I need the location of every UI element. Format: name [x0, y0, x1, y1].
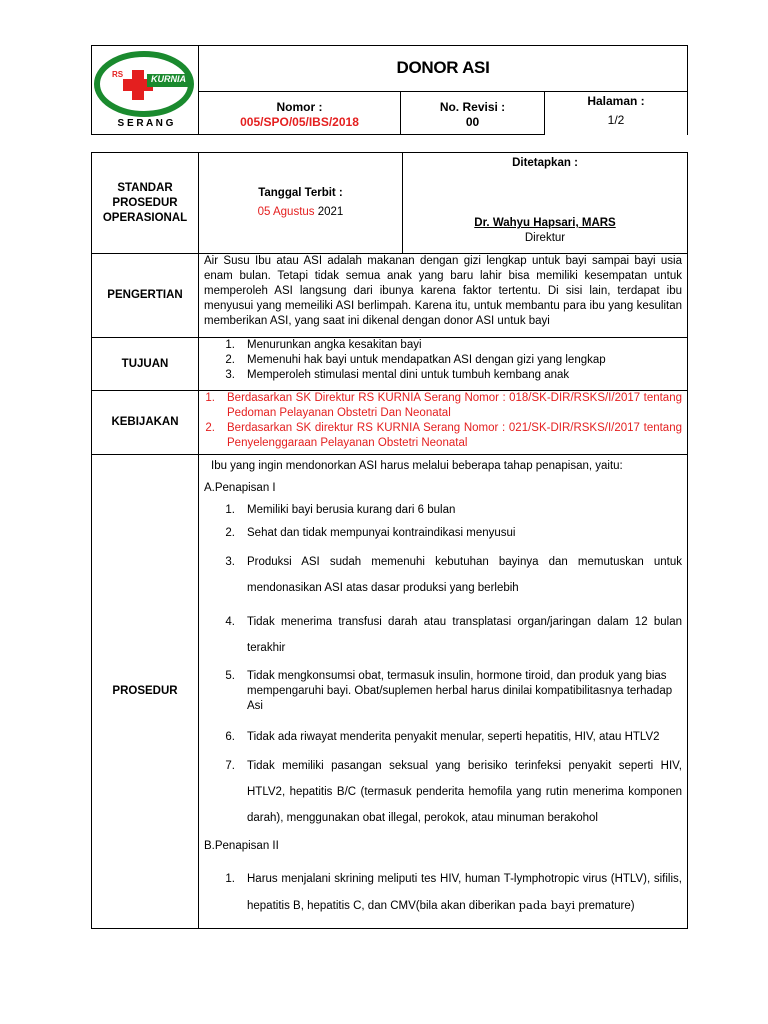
halaman-label: Halaman : — [587, 94, 645, 108]
tujuan-list-cell — [199, 338, 688, 391]
pengertian-label: PENGERTIAN — [92, 254, 199, 338]
list-item: 1. Memiliki bayi berusia kurang dari 6 bulan — [225, 504, 456, 516]
list-item: 1. Berdasarkan SK Direktur RS KURNIA Serang Nomor : 018/SK-DIR/RSKS/I/2017 tentang Pedoman Pelayanan Obstetri Dan Neonatal — [205, 392, 682, 419]
kebijakan-list-cell — [199, 391, 688, 455]
ditetapkan-cell — [403, 153, 688, 254]
header-table — [91, 45, 688, 135]
hospital-logo-cell — [92, 46, 199, 135]
list-item: 2. Memenuhi hak bayi untuk mendapatkan ASI dengan gizi yang lengkap — [225, 354, 606, 366]
pengertian-text: Air Susu Ibu atau ASI adalah makanan dengan gizi lengkap untuk bayi sampai bayi usia enam bulan. Tetapi tidak semua anak yang baru lahir bisa memiliki kesempatan untuk memperoleh ASI langsung dari ibunya karena faktor tertentu. Di sisi lain, terdapat ibu menyusui yang memeiliki ASI berlimpah. Karena itu, untuk membantu para ibu yang kesulitan memberikan ASI, yang saat ini dikenal dengan donor ASI untuk bayi — [199, 254, 688, 338]
halaman-cell — [545, 92, 688, 135]
nomor-cell — [199, 92, 401, 135]
tanggal-terbit-cell — [199, 153, 403, 254]
list-item: 2. Sehat dan tidak mempunyai kontraindikasi menyusui — [225, 527, 516, 539]
list-item: 2. Berdasarkan SK direktur RS KURNIA Serang Nomor : 021/SK-DIR/RSKS/I/2017 tentang Penyelenggaraan Pelayanan Obstetri Neonatal — [205, 422, 682, 449]
logo-kurnia-text: KURNIA — [151, 74, 186, 84]
logo-rs-text: RS — [112, 70, 124, 79]
list-item: 1. Harus menjalani skrining meliputi tes HIV, human T-lymphotropic virus (HTLV), sifilis, hepatitis B, hepatitis C, dan CMV(bila akan diberikan pada bayi premature) — [225, 873, 682, 912]
prosedur-label: PROSEDUR — [92, 455, 199, 929]
prosedur-cell — [199, 455, 688, 929]
sop-label: STANDAR PROSEDUR OPERASIONAL — [92, 153, 199, 254]
sop-table — [91, 152, 688, 929]
tujuan-label: TUJUAN — [92, 338, 199, 391]
section-a-title: A.Penapisan I — [204, 482, 276, 494]
list-item: 3. Produksi ASI sudah memenuhi kebutuhan bayinya dan memutuskan untuk mendonasikan ASI atas dasar produksi yang berlebih — [225, 556, 682, 594]
revisi-cell — [401, 92, 545, 135]
prosedur-intro: Ibu yang ingin mendonorkan ASI harus melalui beberapa tahap penapisan, yaitu: — [211, 460, 623, 472]
logo-city-text: S E R A N G — [117, 118, 174, 129]
nomor-label: Nomor : — [276, 100, 323, 114]
kebijakan-row — [92, 391, 688, 455]
sop-row — [92, 153, 688, 254]
signer-name: Dr. Wahyu Hapsari, MARS — [474, 217, 616, 229]
tanggal-terbit-date: 05 Agustus — [257, 206, 315, 218]
signer-title: Direktur — [524, 232, 566, 244]
nomor-value: 005/SPO/05/IBS/2018 — [240, 115, 359, 129]
list-item: 5. Tidak mengkonsumsi obat, termasuk insulin, hormone tiroid, dan produk yang bias mempengaruhi bayi. Obat/suplemen herbal harus dinilai kompatibilitasnya terhadap Asi — [225, 670, 673, 712]
kebijakan-label: KEBIJAKAN — [92, 391, 199, 455]
section-b-title: B.Penapisan II — [204, 840, 279, 852]
revisi-label: No. Revisi : — [439, 100, 506, 114]
title-cell — [199, 46, 688, 92]
tujuan-row — [92, 338, 688, 391]
tanggal-terbit-label: Tanggal Terbit : — [258, 187, 343, 199]
prosedur-row — [92, 455, 688, 929]
document-title: DONOR ASI — [396, 58, 490, 77]
list-item: 7. Tidak memiliki pasangan seksual yang berisiko terinfeksi penyakit seperti HIV, HTLV2, hepatitis B/C (termasuk penderita hemofila yang rutin menerima komponen darah), menggunakan obat illegal, perokok, atau minuman berakohol — [225, 760, 682, 824]
tanggal-terbit-year: 2021 — [317, 206, 344, 218]
halaman-value: 1/2 — [607, 113, 625, 127]
list-item: 6. Tidak ada riwayat menderita penyakit menular, seperti hepatitis, HIV, atau HTLV2 — [225, 731, 660, 743]
ditetapkan-label: Ditetapkan : — [512, 157, 578, 169]
pengertian-row — [92, 254, 688, 338]
list-item: 3. Memperoleh stimulasi mental dini untuk tumbuh kembang anak — [225, 369, 570, 381]
list-item: 1. Menurunkan angka kesakitan bayi — [225, 339, 422, 351]
revisi-value: 00 — [465, 115, 480, 129]
list-item: 4. Tidak menerima transfusi darah atau transplatasi organ/jaringan dalam 12 bulan terakhir — [225, 616, 682, 654]
